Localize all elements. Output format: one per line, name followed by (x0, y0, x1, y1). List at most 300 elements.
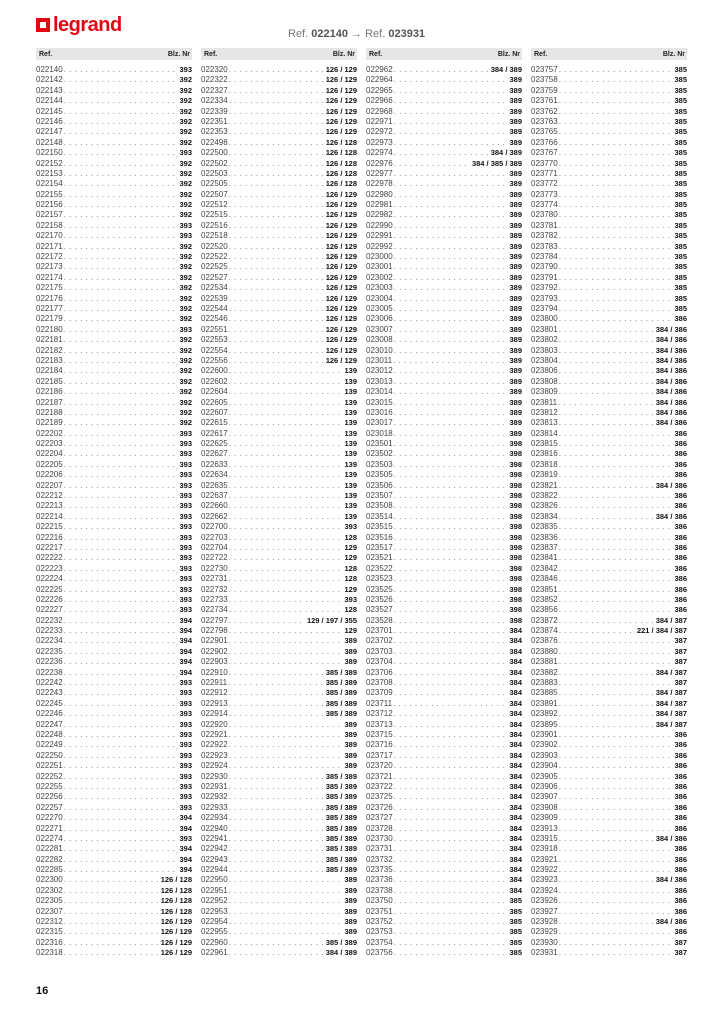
index-row (531, 242, 687, 252)
page-ref: 385 (674, 137, 687, 147)
page-ref: 398 (509, 615, 522, 625)
ref-number: 023816 (531, 449, 558, 459)
page-ref: 386 (674, 906, 687, 916)
ref-number: 023016 (366, 407, 393, 417)
ref-number: 022203 (36, 439, 63, 449)
index-row (531, 408, 687, 418)
ref-number: 023783 (531, 241, 558, 251)
index-row (531, 86, 687, 96)
ref-number: 023791 (531, 272, 558, 282)
page-ref: 384 (509, 854, 522, 864)
ref-number: 022933 (201, 802, 228, 812)
index-row (366, 387, 522, 397)
ref-number: 023856 (531, 605, 558, 615)
ref-number: 022922 (201, 740, 228, 750)
dot-leader (229, 96, 325, 106)
index-row (531, 636, 687, 646)
dot-leader (394, 481, 509, 491)
dot-leader (229, 657, 344, 667)
ref-number: 023526 (366, 594, 393, 604)
page-ref: 398 (509, 501, 522, 511)
ref-number: 022182 (36, 345, 63, 355)
page-ref: 384 (509, 678, 522, 688)
page-ref: 389 (509, 210, 522, 220)
index-row (36, 595, 192, 605)
dot-leader (64, 533, 179, 543)
index-row (366, 117, 522, 127)
dot-leader (64, 772, 179, 782)
page-ref: 384 (509, 771, 522, 781)
page-ref: 386 (674, 844, 687, 854)
index-row (36, 824, 192, 834)
page-ref: 221 / 384 / 387 (636, 626, 687, 636)
page-ref: 386 (674, 781, 687, 791)
ref-number: 022213 (36, 501, 63, 511)
dot-leader (559, 792, 674, 802)
dot-leader (229, 533, 344, 543)
page-ref: 139 (344, 387, 357, 397)
dot-leader (229, 616, 306, 626)
page-ref: 398 (509, 594, 522, 604)
page-ref: 385 / 389 (325, 688, 357, 698)
dot-leader (394, 169, 509, 179)
page-ref: 398 (509, 553, 522, 563)
dot-leader (394, 626, 509, 636)
dot-leader (559, 678, 674, 688)
dot-leader (559, 855, 674, 865)
dot-leader (394, 543, 509, 553)
dot-leader (229, 605, 344, 615)
index-row (531, 356, 687, 366)
index-row (366, 886, 522, 896)
dot-leader (559, 294, 674, 304)
index-row (36, 574, 192, 584)
index-row (201, 346, 357, 356)
dot-leader (559, 730, 674, 740)
page-ref: 384 (509, 626, 522, 636)
dot-leader (229, 210, 325, 220)
ref-number: 022249 (36, 740, 63, 750)
dot-leader (559, 159, 674, 169)
dot-leader (229, 938, 325, 948)
index-row (36, 346, 192, 356)
column-header (531, 48, 687, 60)
dot-leader (64, 107, 179, 117)
index-row (201, 865, 357, 875)
dot-leader (394, 221, 509, 231)
index-row (366, 314, 522, 324)
dot-leader (394, 439, 509, 449)
page-ref: 386 (674, 730, 687, 739)
dot-leader (229, 356, 325, 366)
index-row (531, 314, 687, 324)
page-ref: 126 / 129 (325, 220, 357, 230)
ref-number: 022206 (36, 470, 63, 480)
dot-leader (394, 138, 509, 148)
ref-number: 023736 (366, 875, 393, 885)
ref-number: 023846 (531, 574, 558, 584)
index-row (36, 65, 192, 75)
ref-number: 023803 (531, 345, 558, 355)
index-row (531, 751, 687, 761)
dot-leader (64, 408, 179, 418)
ref-number: 023004 (366, 293, 393, 303)
dot-leader (229, 470, 344, 480)
ref-number: 022233 (36, 626, 63, 636)
dot-leader (394, 740, 509, 750)
ref-number: 023508 (366, 501, 393, 511)
index-row (531, 886, 687, 896)
dot-leader (64, 159, 179, 169)
page-ref: 385 (674, 252, 687, 262)
page-ref: 126 / 129 (325, 272, 357, 282)
index-row (531, 865, 687, 875)
index-row (366, 159, 522, 169)
index-row (366, 408, 522, 418)
dot-leader (229, 127, 325, 137)
ref-number: 022176 (36, 293, 63, 303)
index-row (531, 231, 687, 241)
page-ref: 126 / 129 (325, 96, 357, 106)
ref-number: 022924 (201, 761, 228, 771)
index-row (201, 512, 357, 522)
page-ref: 393 (179, 802, 192, 812)
ref-number: 022525 (201, 262, 228, 272)
index-row (201, 127, 357, 137)
index-row (366, 761, 522, 771)
page-ref: 139 (344, 449, 357, 459)
index-row (201, 626, 357, 636)
index-row (366, 938, 522, 948)
page-ref: 393 (179, 542, 192, 552)
dot-leader (64, 283, 179, 293)
ref-number: 022932 (201, 792, 228, 802)
dot-leader (64, 449, 179, 459)
ref-number: 023517 (366, 542, 393, 552)
dot-leader (559, 636, 674, 646)
page-ref: 394 (179, 844, 192, 854)
index-row (201, 553, 357, 563)
ref-number: 023018 (366, 428, 393, 438)
ref-number: 022140 (36, 65, 63, 74)
ref-number: 023014 (366, 387, 393, 397)
ref-number: 022903 (201, 657, 228, 667)
dot-leader (559, 387, 655, 397)
index-row (366, 107, 522, 117)
ref-number: 022236 (36, 657, 63, 667)
dot-leader (229, 875, 344, 885)
dot-leader (229, 564, 344, 574)
index-row (366, 231, 522, 241)
dot-leader (64, 335, 179, 345)
dot-leader (229, 522, 344, 532)
page-ref: 393 (179, 148, 192, 158)
ref-number: 023502 (366, 449, 393, 459)
dot-leader (229, 512, 344, 522)
ref-number: 022188 (36, 407, 63, 417)
page-ref: 394 (179, 823, 192, 833)
page-ref: 393 (179, 231, 192, 241)
ref-number: 022187 (36, 397, 63, 407)
ref-number: 022627 (201, 449, 228, 459)
index-row (531, 179, 687, 189)
page-ref: 393 (179, 563, 192, 573)
dot-leader (229, 917, 344, 927)
index-row (531, 917, 687, 927)
index-row (366, 740, 522, 750)
ref-number: 022512 (201, 200, 228, 210)
page-ref: 386 (674, 314, 687, 324)
ref-number: 023929 (531, 927, 558, 937)
dot-leader (394, 886, 509, 896)
index-row (201, 886, 357, 896)
page-ref: 384 / 387 (655, 667, 687, 677)
dot-leader (229, 688, 325, 698)
page-ref: 384 / 386 (655, 511, 687, 521)
dot-leader (229, 387, 344, 397)
index-row (201, 169, 357, 179)
page-ref: 385 / 389 (325, 802, 357, 812)
ref-number: 022353 (201, 127, 228, 137)
dot-leader (559, 377, 655, 387)
ref-number: 023826 (531, 501, 558, 511)
ref-number: 022157 (36, 210, 63, 220)
ref-number: 022216 (36, 532, 63, 542)
page-ref: 385 (674, 272, 687, 282)
ref-number: 022222 (36, 553, 63, 563)
dot-leader (394, 824, 509, 834)
dot-leader (394, 470, 509, 480)
page-ref: 386 (674, 813, 687, 823)
ref-number: 022143 (36, 85, 63, 95)
page-ref: 392 (179, 355, 192, 365)
dot-leader (229, 585, 344, 595)
ref-number: 022635 (201, 480, 228, 490)
page-ref: 384 / 386 (655, 407, 687, 417)
dot-leader (559, 169, 674, 179)
page-ref: 393 (179, 439, 192, 449)
dot-leader (559, 366, 655, 376)
dot-leader (394, 408, 509, 418)
ref-number: 023928 (531, 917, 558, 927)
index-row (366, 283, 522, 293)
index-row (531, 522, 687, 532)
dot-leader (64, 179, 179, 189)
page-ref: 385 / 389 (325, 792, 357, 802)
index-row (531, 553, 687, 563)
dot-leader (64, 273, 179, 283)
page-ref: 389 (509, 428, 522, 438)
ref-number: 022498 (201, 137, 228, 147)
dot-leader (394, 190, 509, 200)
page-ref: 126 / 128 (160, 885, 192, 895)
index-row (366, 470, 522, 480)
page-ref: 392 (179, 366, 192, 376)
page-ref: 384 / 389 (490, 148, 522, 158)
index-row (201, 751, 357, 761)
index-row (531, 709, 687, 719)
ref-number: 022974 (366, 148, 393, 158)
dot-leader (64, 439, 179, 449)
ref-number: 023514 (366, 511, 393, 521)
ref-number: 023842 (531, 563, 558, 573)
ref-number: 023883 (531, 678, 558, 688)
index-row (366, 179, 522, 189)
index-row (366, 564, 522, 574)
ref-number: 022971 (366, 116, 393, 126)
dot-leader (64, 242, 179, 252)
index-row (366, 294, 522, 304)
dot-leader (229, 221, 325, 231)
page-ref: 385 (674, 96, 687, 106)
dot-leader (64, 200, 179, 210)
index-row (36, 127, 192, 137)
page-ref: 398 (509, 584, 522, 594)
ref-number: 023885 (531, 688, 558, 698)
page-ref: 384 / 386 (655, 480, 687, 490)
dot-leader (64, 117, 179, 127)
dot-leader (559, 408, 655, 418)
ref-number: 023717 (366, 750, 393, 760)
page-ref: 389 (509, 179, 522, 189)
index-row (531, 730, 687, 740)
dot-leader (64, 792, 179, 802)
page-ref: 385 (674, 283, 687, 293)
index-row (366, 522, 522, 532)
dot-leader (559, 314, 674, 324)
index-row (36, 408, 192, 418)
page-ref: 384 / 386 (655, 833, 687, 843)
ref-number: 023834 (531, 511, 558, 521)
index-row (531, 210, 687, 220)
ref-number: 022247 (36, 719, 63, 729)
page-ref: 393 (344, 522, 357, 532)
page-ref: 126 / 129 (160, 937, 192, 947)
page-ref: 387 (674, 657, 687, 667)
ref-number: 022990 (366, 220, 393, 230)
index-row (201, 138, 357, 148)
ref-number: 023721 (366, 771, 393, 781)
dot-leader (64, 657, 179, 667)
index-row (36, 190, 192, 200)
ref-number: 022500 (201, 148, 228, 158)
dot-leader (559, 865, 674, 875)
dot-leader (64, 252, 179, 262)
index-row (36, 200, 192, 210)
dot-leader (229, 824, 325, 834)
page-ref: 385 (509, 937, 522, 947)
dot-leader (229, 595, 344, 605)
dot-leader (229, 844, 325, 854)
dot-leader (229, 148, 325, 158)
index-row (531, 699, 687, 709)
page-ref: 394 (179, 865, 192, 875)
dot-leader (394, 792, 509, 802)
index-row (201, 792, 357, 802)
index-row (201, 772, 357, 782)
ref-number: 022274 (36, 833, 63, 843)
page-ref: 385 / 389 (325, 678, 357, 688)
page-ref: 393 (179, 480, 192, 490)
page-ref: 384 / 386 (655, 324, 687, 334)
page-ref: 389 (509, 397, 522, 407)
page-ref: 384 (509, 781, 522, 791)
index-row (36, 169, 192, 179)
ref-number: 022516 (201, 220, 228, 230)
dot-leader (394, 231, 509, 241)
index-row (36, 543, 192, 553)
index-row (36, 730, 192, 740)
page-ref: 126 / 128 (325, 179, 357, 189)
dot-leader (229, 273, 325, 283)
dot-leader (64, 294, 179, 304)
page-ref: 389 (509, 387, 522, 397)
index-row (366, 855, 522, 865)
ref-number: 022316 (36, 937, 63, 947)
page-ref: 386 (674, 470, 687, 480)
index-row (366, 834, 522, 844)
header-ref: Ref. (534, 50, 548, 58)
dot-leader (394, 720, 509, 730)
page-ref: 139 (344, 470, 357, 480)
index-row (36, 449, 192, 459)
dot-leader (394, 429, 509, 439)
index-row (201, 678, 357, 688)
page-ref: 398 (509, 574, 522, 584)
index-row (201, 294, 357, 304)
dot-leader (394, 512, 509, 522)
dot-leader (559, 585, 674, 595)
ref-number: 022226 (36, 594, 63, 604)
ref-number: 023907 (531, 792, 558, 802)
index-row (36, 948, 192, 958)
index-row (531, 875, 687, 885)
dot-leader (394, 304, 509, 314)
index-row (531, 148, 687, 158)
index-row (531, 294, 687, 304)
index-row (531, 792, 687, 802)
page-ref: 139 (344, 439, 357, 449)
dot-leader (394, 117, 509, 127)
index-row (366, 512, 522, 522)
dot-leader (394, 668, 509, 678)
page-ref: 384 (509, 667, 522, 677)
dot-leader (559, 273, 674, 283)
dot-leader (229, 543, 344, 553)
index-row (201, 86, 357, 96)
index-row (201, 210, 357, 220)
page-ref: 389 (344, 646, 357, 656)
dot-leader (559, 616, 655, 626)
index-row (201, 647, 357, 657)
ref-number: 022518 (201, 231, 228, 241)
dot-leader (559, 699, 655, 709)
index-row (201, 564, 357, 574)
page-ref: 385 (674, 65, 687, 74)
ref-number: 022147 (36, 127, 63, 137)
dot-leader (229, 907, 344, 917)
ref-number: 022322 (201, 75, 228, 85)
page-ref: 389 (509, 127, 522, 137)
page-ref: 126 / 129 (325, 314, 357, 324)
dot-leader (64, 346, 179, 356)
ref-number: 023806 (531, 366, 558, 376)
ref-number: 023815 (531, 439, 558, 449)
page-ref: 394 (179, 667, 192, 677)
ref-number: 022243 (36, 688, 63, 698)
index-row (531, 948, 687, 958)
page-ref: 126 / 129 (325, 303, 357, 313)
